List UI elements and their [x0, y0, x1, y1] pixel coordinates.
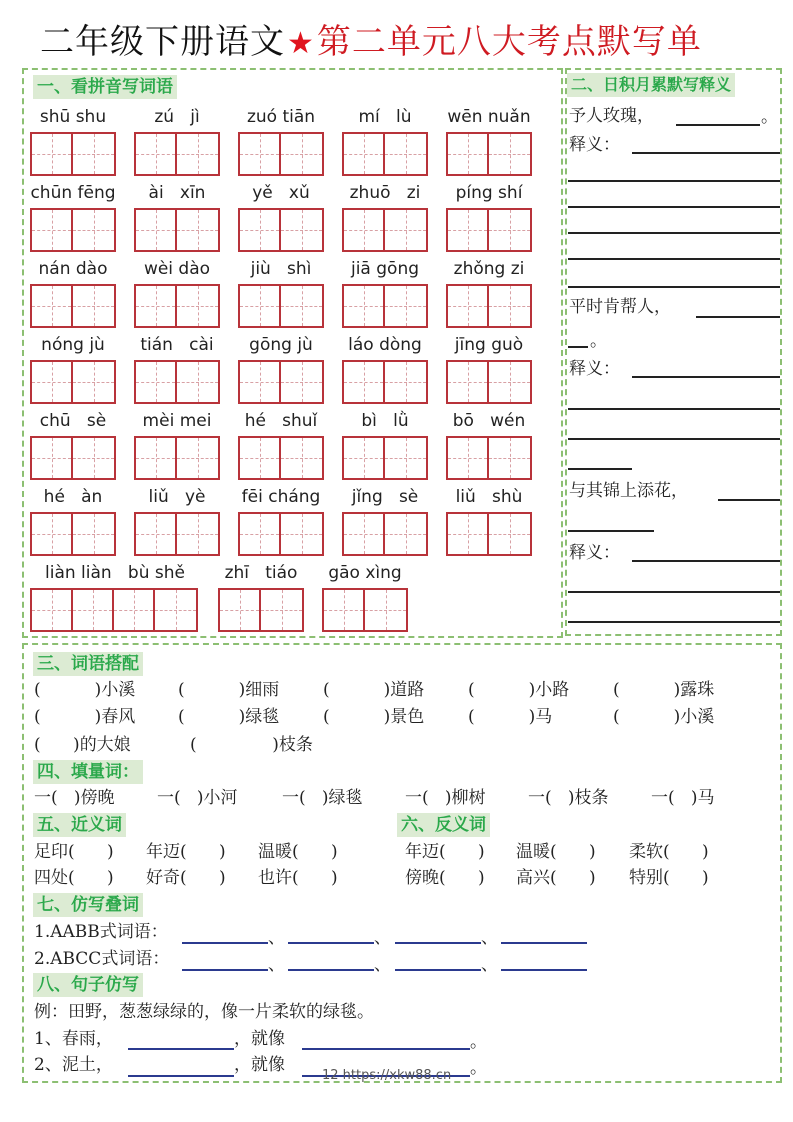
tianzige-cell[interactable] — [73, 590, 114, 630]
idiom2-answer-line[interactable] — [696, 316, 780, 318]
tianzige-cell[interactable] — [32, 438, 73, 478]
idiom3-answer-line-cont[interactable] — [568, 530, 654, 532]
collocation-item: ( )马 — [468, 707, 553, 727]
writing-grid[interactable] — [446, 132, 532, 176]
pinyin-label: chūn fēng — [30, 183, 116, 203]
tianzige-cell[interactable] — [344, 438, 385, 478]
tianzige-cell[interactable] — [261, 590, 302, 630]
tianzige-cell[interactable] — [344, 286, 385, 326]
writing-grid[interactable] — [238, 132, 324, 176]
tianzige-cell[interactable] — [448, 438, 489, 478]
pinyin-row — [30, 410, 540, 482]
writing-grid[interactable] — [30, 360, 116, 404]
idiom2-answer-line-cont[interactable] — [568, 346, 588, 348]
section3-heading: 三、词语搭配 — [33, 652, 143, 676]
writing-grid[interactable] — [238, 284, 324, 328]
writing-grid[interactable] — [238, 360, 324, 404]
aabb-answer-line[interactable] — [182, 942, 268, 944]
tianzige-cell[interactable] — [448, 362, 489, 402]
pinyin-label: píng shí — [455, 183, 523, 203]
pinyin-label: wēn nuǎn — [447, 107, 531, 127]
collocation-item: ( )道路 — [323, 680, 425, 700]
tianzige-cell[interactable] — [448, 134, 489, 174]
tianzige-cell[interactable] — [177, 514, 218, 554]
idiom1-prompt: 予人玫瑰， — [569, 106, 654, 126]
section4-heading: 四、填量词： — [33, 760, 143, 784]
pinyin-row — [30, 334, 540, 406]
measure-word-item: 一( )绿毯 — [282, 788, 363, 808]
page-footer: 12 https://xkw88.cn — [322, 1068, 452, 1083]
idiom1-meaning-line[interactable] — [568, 180, 780, 182]
tianzige-cell[interactable] — [177, 438, 218, 478]
writing-grid[interactable] — [134, 132, 220, 176]
collocation-item: ( )小路 — [468, 680, 570, 700]
aabb-answer-line[interactable] — [288, 942, 374, 944]
tianzige-cell[interactable] — [489, 286, 530, 326]
tianzige-cell[interactable] — [365, 590, 406, 630]
pinyin-label: nán dào — [38, 259, 108, 279]
tianzige-cell[interactable] — [448, 286, 489, 326]
tianzige-cell[interactable] — [136, 286, 177, 326]
idiom1-meaning-line[interactable] — [568, 258, 780, 260]
antonym-item: 高兴( ) — [516, 868, 596, 888]
pinyin-label: ài xīn — [148, 183, 206, 203]
writing-grid[interactable] — [446, 512, 532, 556]
synonym-item: 年迈( ) — [146, 842, 226, 862]
idiom3-meaning-label: 释义： — [569, 543, 620, 563]
tianzige-cell[interactable] — [32, 134, 73, 174]
tianzige-cell[interactable] — [324, 590, 365, 630]
tianzige-cell[interactable] — [177, 210, 218, 250]
sentence2-middle: ，就像 — [234, 1055, 285, 1075]
tianzige-cell[interactable] — [385, 134, 426, 174]
sentence1-prefix: 1、春雨， — [34, 1029, 113, 1049]
tianzige-cell[interactable] — [281, 362, 322, 402]
writing-grid[interactable] — [342, 512, 428, 556]
writing-grid[interactable] — [30, 132, 116, 176]
pinyin-label: zhuō zi — [349, 183, 421, 203]
tianzige-cell[interactable] — [136, 362, 177, 402]
tianzige-cell[interactable] — [281, 210, 322, 250]
pinyin-label: bì lǜ — [361, 411, 409, 431]
aabb-answer-line[interactable] — [395, 942, 481, 944]
tianzige-cell[interactable] — [73, 210, 114, 250]
pinyin-label: jǐng sè — [351, 487, 419, 507]
antonym-item: 柔软( ) — [629, 842, 709, 862]
tianzige-cell[interactable] — [32, 514, 73, 554]
idiom1-meaning-line[interactable] — [568, 232, 780, 234]
pinyin-label: wèi dào — [143, 259, 211, 279]
tianzige-cell[interactable] — [136, 514, 177, 554]
tianzige-cell[interactable] — [489, 514, 530, 554]
abcc-label: 2.ABCC式词语： — [34, 949, 170, 969]
tianzige-cell[interactable] — [448, 514, 489, 554]
tianzige-cell[interactable] — [385, 438, 426, 478]
separator: 、 — [374, 955, 391, 975]
abcc-answer-line[interactable] — [501, 969, 587, 971]
section8-heading: 八、句子仿写 — [33, 973, 143, 997]
writing-grid[interactable] — [342, 360, 428, 404]
sentence1-blank-b[interactable] — [302, 1048, 470, 1050]
pinyin-label: nóng jù — [41, 335, 105, 355]
synonym-item: 温暖( ) — [258, 842, 338, 862]
tianzige-cell[interactable] — [489, 438, 530, 478]
idiom1-meaning-line[interactable] — [632, 152, 780, 154]
pinyin-row — [30, 182, 540, 254]
writing-grid[interactable] — [30, 284, 116, 328]
pinyin-label: zú jì — [154, 107, 200, 127]
tianzige-cell[interactable] — [281, 438, 322, 478]
tianzige-cell[interactable] — [240, 438, 281, 478]
tianzige-cell[interactable] — [344, 210, 385, 250]
tianzige-cell[interactable] — [489, 210, 530, 250]
writing-grid[interactable] — [446, 284, 532, 328]
pinyin-label: gōng jù — [249, 335, 313, 355]
idiom2-meaning-line[interactable] — [632, 376, 780, 378]
idiom2-end: 。 — [590, 331, 607, 351]
tianzige-cell[interactable] — [385, 362, 426, 402]
star-icon: ★ — [287, 26, 315, 61]
aabb-answer-line[interactable] — [501, 942, 587, 944]
writing-grid[interactable] — [218, 588, 304, 632]
writing-grid[interactable] — [134, 436, 220, 480]
pinyin-label: gāo xìng — [328, 563, 402, 583]
tianzige-cell[interactable] — [281, 286, 322, 326]
tianzige-cell[interactable] — [240, 514, 281, 554]
abcc-answer-line[interactable] — [182, 969, 268, 971]
collocation-item: ( )小溪 — [613, 707, 715, 727]
writing-grid[interactable] — [322, 588, 408, 632]
tianzige-cell[interactable] — [344, 362, 385, 402]
pinyin-label: hé àn — [43, 487, 103, 507]
tianzige-cell[interactable] — [177, 286, 218, 326]
aabb-label: 1.AABB式词语： — [34, 922, 168, 942]
tianzige-cell[interactable] — [281, 134, 322, 174]
writing-grid[interactable] — [342, 284, 428, 328]
tianzige-cell[interactable] — [344, 134, 385, 174]
tianzige-cell[interactable] — [136, 134, 177, 174]
writing-grid[interactable] — [134, 208, 220, 252]
tianzige-cell[interactable] — [32, 362, 73, 402]
tianzige-cell[interactable] — [32, 590, 73, 630]
separator: 、 — [481, 928, 498, 948]
pinyin-label: hé shuǐ — [244, 411, 318, 431]
tianzige-cell[interactable] — [489, 134, 530, 174]
idiom1-end: 。 — [761, 107, 778, 127]
idiom1-answer-line[interactable] — [676, 124, 760, 126]
pinyin-label: liǔ shù — [455, 487, 523, 507]
idiom3-answer-line[interactable] — [718, 499, 780, 501]
sentence1-end: 。 — [470, 1032, 487, 1052]
tianzige-cell[interactable] — [136, 210, 177, 250]
idiom3-meaning-line[interactable] — [568, 621, 780, 623]
tianzige-cell[interactable] — [177, 362, 218, 402]
writing-grid[interactable] — [30, 512, 116, 556]
tianzige-cell[interactable] — [177, 134, 218, 174]
tianzige-cell[interactable] — [240, 362, 281, 402]
writing-grid[interactable] — [342, 132, 428, 176]
collocation-item: ( )景色 — [323, 707, 425, 727]
pinyin-label: láo dòng — [348, 335, 422, 355]
section5-heading: 五、近义词 — [33, 813, 126, 837]
measure-word-item: 一( )枝条 — [528, 788, 609, 808]
pinyin-row — [30, 562, 540, 634]
tianzige-cell[interactable] — [240, 286, 281, 326]
tianzige-cell[interactable] — [155, 590, 196, 630]
measure-word-item: 一( )傍晚 — [34, 788, 115, 808]
tianzige-cell[interactable] — [385, 286, 426, 326]
idiom2-meaning-line[interactable] — [568, 468, 632, 470]
pinyin-label: jīng guò — [454, 335, 524, 355]
idiom2-meaning-line[interactable] — [568, 408, 780, 410]
page-title — [40, 20, 702, 64]
pinyin-row — [30, 106, 540, 178]
tianzige-cell[interactable] — [489, 362, 530, 402]
pinyin-row — [30, 258, 540, 330]
title-unit: 第二单元八大考点默写单 — [316, 22, 702, 62]
sentence1-middle: ，就像 — [234, 1029, 285, 1049]
writing-grid[interactable] — [446, 436, 532, 480]
writing-grid[interactable] — [134, 360, 220, 404]
pinyin-label: mèi mei — [142, 411, 212, 431]
tianzige-cell[interactable] — [385, 210, 426, 250]
measure-word-item: 一( )柳树 — [405, 788, 486, 808]
tianzige-cell[interactable] — [448, 210, 489, 250]
tianzige-cell[interactable] — [73, 134, 114, 174]
pinyin-label: fēi cháng — [241, 487, 321, 507]
idiom1-meaning-label: 释义： — [569, 135, 620, 155]
pinyin-label: zhī tiáo — [224, 563, 298, 583]
sentence2-end: 。 — [470, 1058, 487, 1078]
sentence2-blank-a[interactable] — [128, 1075, 234, 1077]
idiom3-meaning-line[interactable] — [632, 560, 780, 562]
idiom2-meaning-label: 释义： — [569, 359, 620, 379]
tianzige-cell[interactable] — [73, 514, 114, 554]
collocation-item: ( )春风 — [34, 707, 136, 727]
writing-grid[interactable] — [238, 208, 324, 252]
tianzige-cell[interactable] — [281, 514, 322, 554]
antonym-item: 傍晚( ) — [405, 868, 485, 888]
tianzige-cell[interactable] — [220, 590, 261, 630]
writing-grid[interactable] — [134, 512, 220, 556]
pinyin-label: chū sè — [39, 411, 107, 431]
section1-heading: 一、看拼音写词语 — [33, 75, 177, 99]
synonym-item: 四处( ) — [34, 868, 114, 888]
pinyin-row — [30, 486, 540, 558]
idiom1-meaning-line[interactable] — [568, 286, 780, 288]
writing-grid[interactable] — [238, 512, 324, 556]
writing-grid[interactable] — [342, 436, 428, 480]
pinyin-label: bō wén — [452, 411, 526, 431]
pinyin-label: liǔ yè — [148, 487, 206, 507]
writing-grid[interactable] — [30, 208, 116, 252]
writing-grid[interactable] — [30, 588, 198, 632]
tianzige-cell[interactable] — [240, 210, 281, 250]
pinyin-label: jiù shì — [250, 259, 312, 279]
pinyin-label: tián cài — [140, 335, 214, 355]
measure-word-item: 一( )马 — [651, 788, 715, 808]
writing-grid[interactable] — [446, 360, 532, 404]
writing-grid[interactable] — [134, 284, 220, 328]
tianzige-cell[interactable] — [344, 514, 385, 554]
pinyin-label: yě xǔ — [252, 183, 310, 203]
separator: 、 — [268, 928, 285, 948]
synonym-item: 足印( ) — [34, 842, 114, 862]
abcc-answer-line[interactable] — [288, 969, 374, 971]
collocation-item: ( )露珠 — [613, 680, 715, 700]
sentence2-prefix: 2、泥土， — [34, 1055, 113, 1075]
collocation-item: ( )小溪 — [34, 680, 136, 700]
pinyin-label: zhǒng zi — [453, 259, 525, 279]
idiom3-prompt: 与其锦上添花， — [569, 481, 688, 501]
antonym-item: 温暖( ) — [516, 842, 596, 862]
tianzige-cell[interactable] — [136, 438, 177, 478]
idiom2-prompt: 平时肯帮人， — [569, 297, 671, 317]
pinyin-label: mí lù — [358, 107, 412, 127]
abcc-answer-line[interactable] — [395, 969, 481, 971]
tianzige-cell[interactable] — [32, 210, 73, 250]
title-grade: 二年级下册语文 — [40, 22, 285, 62]
idiom1-meaning-line[interactable] — [568, 206, 780, 208]
separator: 、 — [481, 955, 498, 975]
tianzige-cell[interactable] — [240, 134, 281, 174]
writing-grid[interactable] — [446, 208, 532, 252]
section7-heading: 七、仿写叠词 — [33, 893, 143, 917]
sentence1-blank-a[interactable] — [128, 1048, 234, 1050]
pinyin-label: shū shu — [39, 107, 107, 127]
antonym-item: 特别( ) — [629, 868, 709, 888]
synonym-item: 好奇( ) — [146, 868, 226, 888]
section2-heading: 二、日积月累默写释义 — [567, 73, 735, 97]
collocation-item: ( )细雨 — [178, 680, 280, 700]
writing-grid[interactable] — [238, 436, 324, 480]
tianzige-cell[interactable] — [114, 590, 155, 630]
idiom3-meaning-line[interactable] — [568, 591, 780, 593]
writing-grid[interactable] — [30, 436, 116, 480]
tianzige-cell[interactable] — [32, 286, 73, 326]
pinyin-label: jiā gōng — [350, 259, 420, 279]
measure-word-item: 一( )小河 — [157, 788, 238, 808]
collocation-item: ( )绿毯 — [178, 707, 280, 727]
writing-grid[interactable] — [342, 208, 428, 252]
separator: 、 — [374, 928, 391, 948]
tianzige-cell[interactable] — [73, 362, 114, 402]
tianzige-cell[interactable] — [385, 514, 426, 554]
tianzige-cell[interactable] — [73, 438, 114, 478]
synonym-item: 也许( ) — [258, 868, 338, 888]
example-sentence: 例：田野，葱葱绿绿的，像一片柔软的绿毯。 — [34, 1002, 374, 1022]
collocation-item: ( )枝条 — [190, 735, 313, 755]
section6-heading: 六、反义词 — [397, 813, 490, 837]
pinyin-label: liàn liàn bù shě — [45, 563, 185, 583]
tianzige-cell[interactable] — [73, 286, 114, 326]
antonym-item: 年迈( ) — [405, 842, 485, 862]
pinyin-label: zuó tiān — [246, 107, 316, 127]
idiom2-meaning-line[interactable] — [568, 438, 780, 440]
separator: 、 — [268, 955, 285, 975]
collocation-item: ( )的大娘 — [34, 735, 131, 755]
